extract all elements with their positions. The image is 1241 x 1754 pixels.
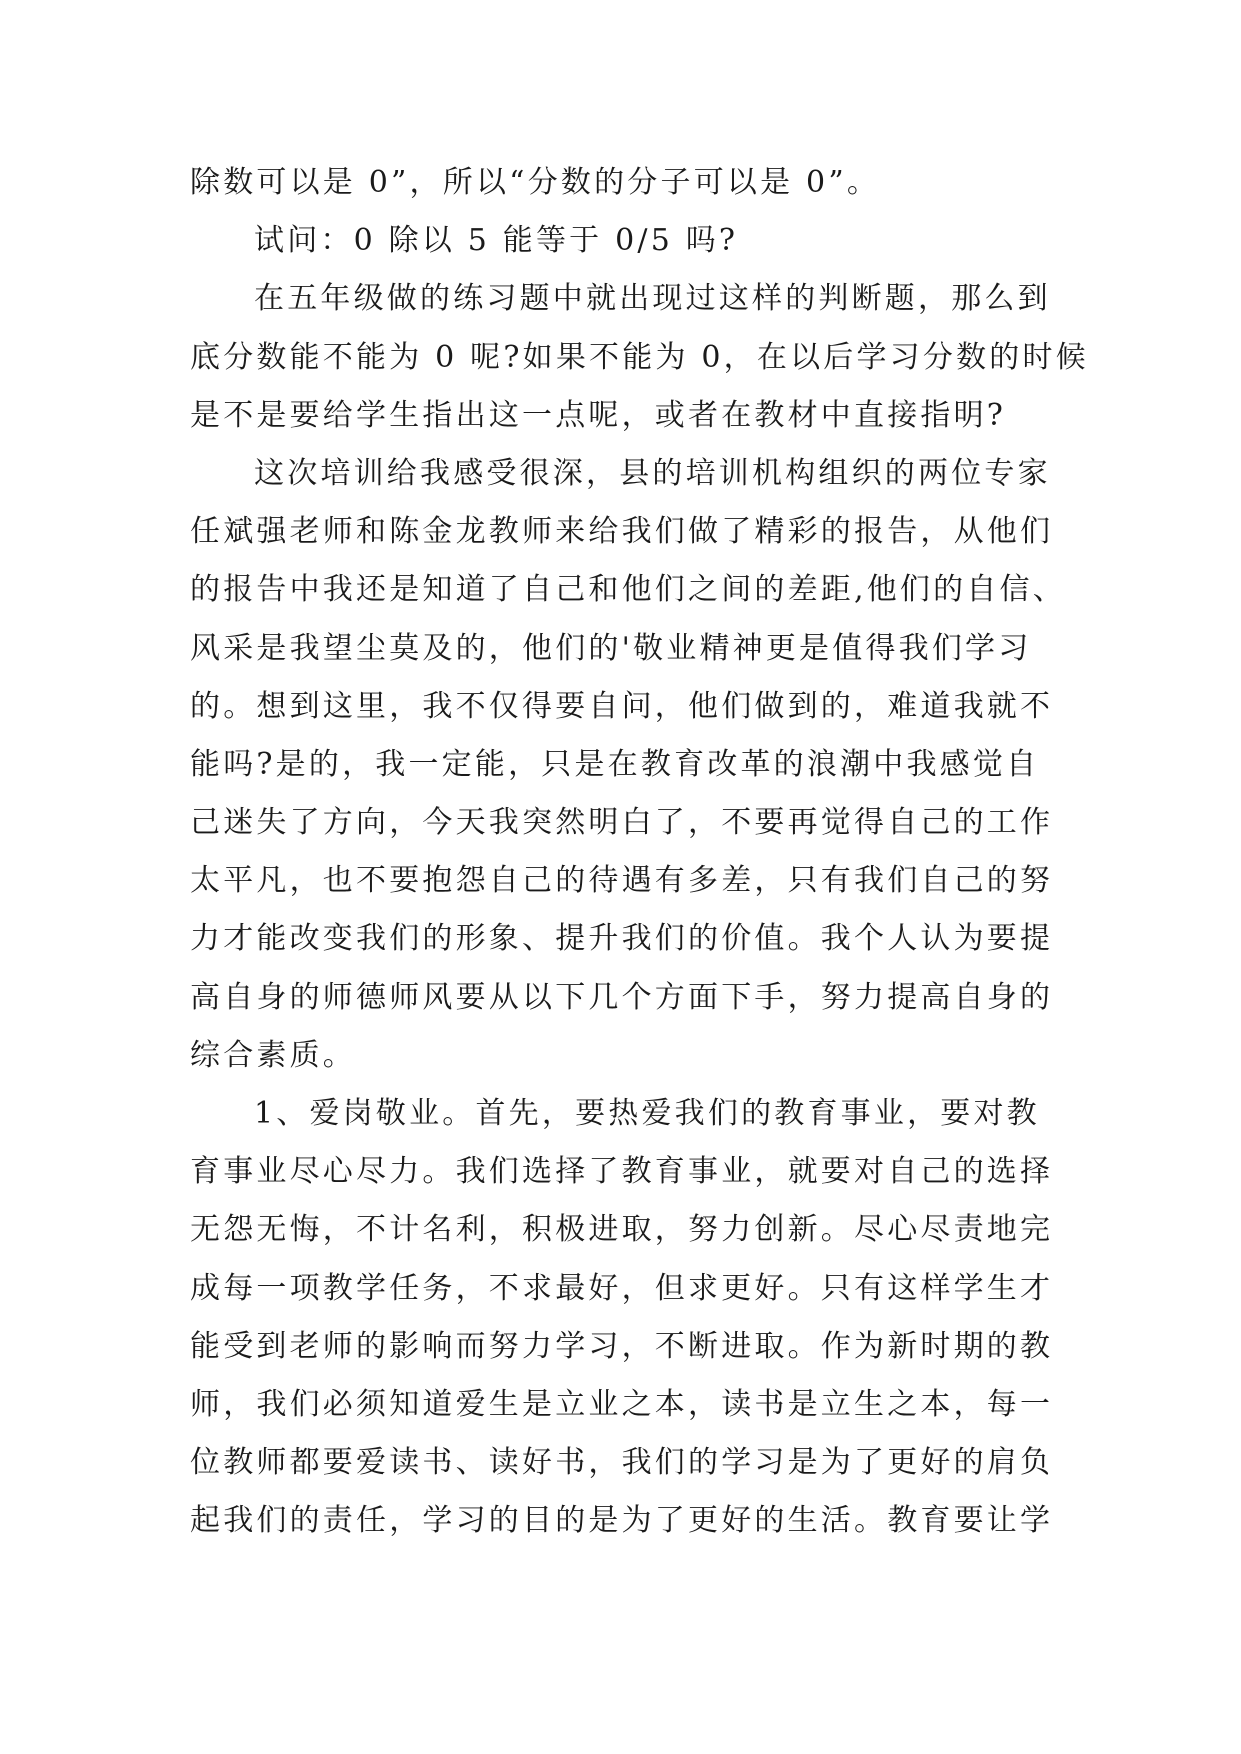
text-line: 育事业尽心尽力。我们选择了教育事业，就要对自己的选择 — [190, 1154, 1054, 1190]
text-line: 的报告中我还是知道了自己和他们之间的差距,他们的自信、 — [190, 572, 1066, 608]
text-line: 风采是我望尘莫及的，他们的'敬业精神更是值得我们学习 — [190, 630, 1032, 666]
document-body — [190, 154, 1089, 1551]
text-line: 高自身的师德师风要从以下几个方面下手，努力提高自身的 — [190, 979, 1054, 1015]
text-line: 太平凡，也不要抱怨自己的待遇有多差，只有我们自己的努 — [190, 863, 1054, 899]
text-line: 成每一项教学任务，不求最好，但求更好。只有这样学生才 — [190, 1270, 1054, 1306]
text-line: 能受到老师的影响而努力学习，不断进取。作为新时期的教 — [190, 1328, 1054, 1364]
text-line: 己迷失了方向，今天我突然明白了，不要再觉得自己的工作 — [190, 805, 1054, 841]
text-line: 起我们的责任，学习的目的是为了更好的生活。教育要让学 — [190, 1503, 1054, 1539]
text-line: 的。想到这里，我不仅得要自问，他们做到的，难道我就不 — [190, 688, 1054, 724]
text-line: 除数可以是 0”，所以“分数的分子可以是 0”。 — [190, 165, 881, 200]
text-line: 底分数能不能为 0 呢?如果不能为 0，在以后学习分数的时候 — [190, 339, 1089, 375]
text-line: 在五年级做的练习题中就出现过这样的判断题，那么到 — [254, 281, 1051, 317]
text-line: 师，我们必须知道爱生是立业之本，读书是立生之本，每一 — [190, 1386, 1054, 1422]
text-line: 位教师都要爱读书、读好书，我们的学习是为了更好的肩负 — [190, 1445, 1054, 1481]
text-line: 是不是要给学生指出这一点呢，或者在教材中直接指明? — [190, 397, 1007, 433]
text-line: 无怨无悔，不计名利，积极进取，努力创新。尽心尽责地完 — [190, 1212, 1054, 1248]
text-line: 任斌强老师和陈金龙教师来给我们做了精彩的报告，从他们 — [190, 514, 1054, 550]
text-line: 试问：0 除以 5 能等于 0/5 吗? — [254, 223, 739, 259]
text-line: 这次培训给我感受很深，县的培训机构组织的两位专家 — [254, 455, 1051, 491]
text-line: 综合素质。 — [190, 1037, 356, 1073]
text-line: 1、爱岗敬业。首先，要热爱我们的教育事业，要对教 — [254, 1096, 1040, 1131]
text-line: 力才能改变我们的形象、提升我们的价值。我个人认为要提 — [190, 921, 1054, 957]
text-line: 能吗?是的，我一定能，只是在教育改革的浪潮中我感觉自 — [190, 746, 1040, 782]
